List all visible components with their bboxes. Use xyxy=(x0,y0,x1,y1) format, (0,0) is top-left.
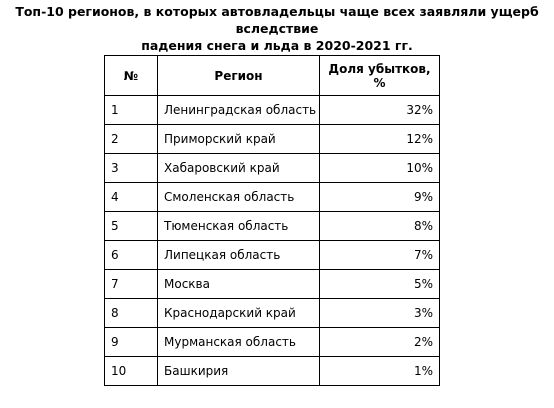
header-region: Регион xyxy=(158,56,320,96)
cell-share: 1% xyxy=(320,357,440,386)
title-line-1: Топ-10 регионов, в которых автовладельцы чаще всех заявляли ущерб вследствие xyxy=(15,4,539,36)
table-row xyxy=(105,357,440,386)
table-row xyxy=(105,96,440,125)
cell-region: Тюменская область xyxy=(158,212,320,241)
cell-share: 3% xyxy=(320,299,440,328)
table-row xyxy=(105,328,440,357)
header-number: № xyxy=(105,56,158,96)
cell-region: Приморский край xyxy=(158,125,320,154)
table-row xyxy=(105,154,440,183)
table-row xyxy=(105,299,440,328)
cell-number: 4 xyxy=(105,183,158,212)
table-row xyxy=(105,125,440,154)
cell-region: Липецкая область xyxy=(158,241,320,270)
cell-number: 10 xyxy=(105,357,158,386)
cell-share: 7% xyxy=(320,241,440,270)
cell-share: 5% xyxy=(320,270,440,299)
table-row xyxy=(105,270,440,299)
cell-number: 7 xyxy=(105,270,158,299)
cell-share: 12% xyxy=(320,125,440,154)
table-row xyxy=(105,212,440,241)
cell-region: Краснодарский край xyxy=(158,299,320,328)
cell-region: Мурманская область xyxy=(158,328,320,357)
regions-table xyxy=(104,55,440,386)
cell-share: 8% xyxy=(320,212,440,241)
page-title xyxy=(0,3,554,54)
cell-number: 3 xyxy=(105,154,158,183)
cell-number: 8 xyxy=(105,299,158,328)
cell-share: 10% xyxy=(320,154,440,183)
table-row xyxy=(105,183,440,212)
cell-region: Ленинградская область xyxy=(158,96,320,125)
cell-share: 9% xyxy=(320,183,440,212)
cell-number: 2 xyxy=(105,125,158,154)
header-share: Доля убытков, % xyxy=(320,56,440,96)
cell-number: 1 xyxy=(105,96,158,125)
cell-region: Смоленская область xyxy=(158,183,320,212)
cell-region: Москва xyxy=(158,270,320,299)
table-row xyxy=(105,241,440,270)
cell-share: 2% xyxy=(320,328,440,357)
cell-number: 9 xyxy=(105,328,158,357)
title-line-2: падения снега и льда в 2020-2021 гг. xyxy=(141,38,413,53)
cell-region: Хабаровский край xyxy=(158,154,320,183)
table-header-row xyxy=(105,56,440,96)
cell-share: 32% xyxy=(320,96,440,125)
cell-number: 6 xyxy=(105,241,158,270)
cell-number: 5 xyxy=(105,212,158,241)
cell-region: Башкирия xyxy=(158,357,320,386)
